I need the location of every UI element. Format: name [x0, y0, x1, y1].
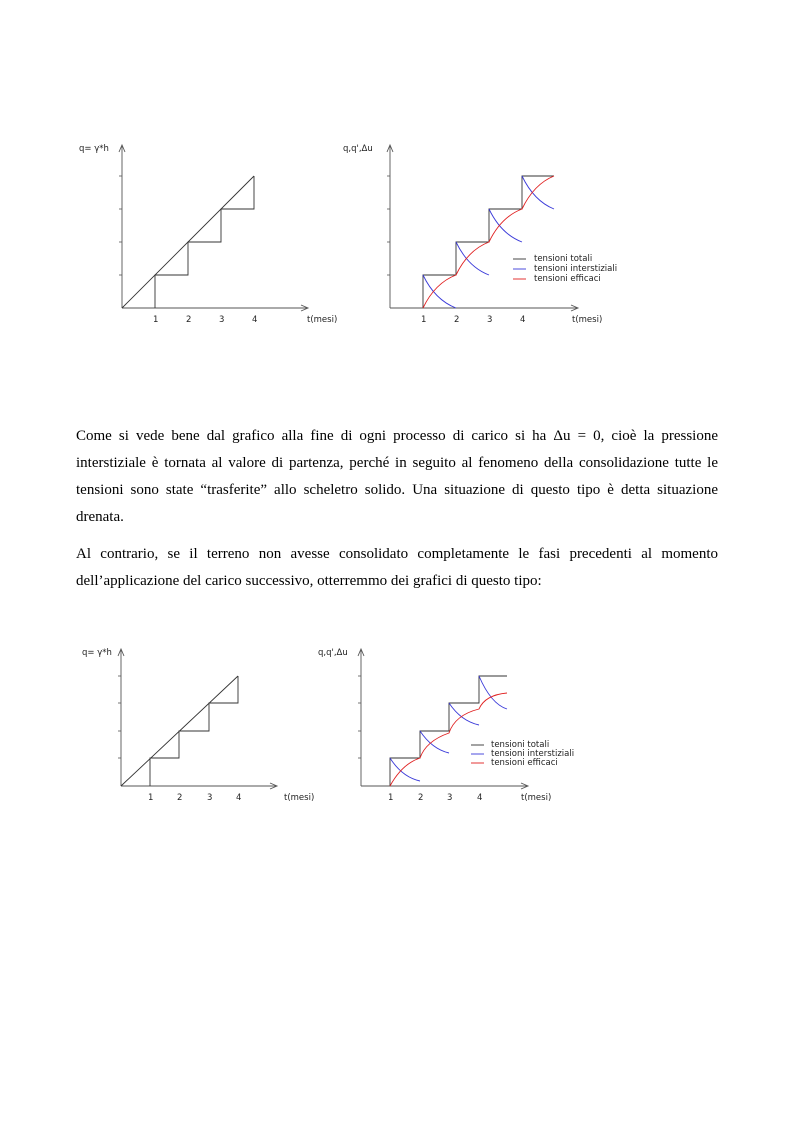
legend-pore: tensioni interstiziali	[491, 749, 575, 759]
x-tick-label: 3	[447, 793, 453, 803]
x-tick-label: 1	[421, 315, 427, 325]
x-tick-label: 4	[236, 793, 242, 803]
figure2-right-chart	[315, 645, 605, 810]
y-axis-label: q= γ*h	[82, 648, 112, 658]
x-tick-label: 3	[207, 793, 213, 803]
y-axis-label: q,q',Δu	[318, 648, 348, 658]
x-tick-label: 3	[219, 315, 225, 325]
x-axis-label: t(mesi)	[307, 315, 338, 325]
paragraph-undrained: Al contrario, se il terreno non avesse consolidato completamente le fasi precedenti al momento dell’applicazione del carico successivo, otterremmo dei grafici di questo tipo:	[76, 546, 718, 589]
x-tick-label: 4	[477, 793, 483, 803]
x-tick-label: 1	[148, 793, 154, 803]
effective-stress-curve	[423, 176, 554, 308]
x-axis-label: t(mesi)	[521, 793, 552, 803]
x-tick-label: 4	[520, 315, 526, 325]
x-tick-label: 2	[177, 793, 183, 803]
paragraph-drained: Come si vede bene dal grafico alla fine di ogni processo di carico si ha Δu = 0, cioè la pressione interstiziale è tornata al valore di partenza, perché in seguito al fenomeno della consolidazione tutte le tensioni sono state “trasferite” allo scheletro solido. Una situazione di questo tipo è detta situazione drenata.	[76, 428, 718, 525]
x-tick-label: 1	[388, 793, 394, 803]
x-tick-label: 1	[153, 315, 159, 325]
x-axis-label: t(mesi)	[284, 793, 315, 803]
step-load-line	[150, 676, 238, 786]
x-tick-label: 2	[418, 793, 424, 803]
figure2-left-chart	[78, 645, 328, 810]
x-tick-label: 2	[454, 315, 460, 325]
x-axis-label: t(mesi)	[572, 315, 603, 325]
legend-pore: tensioni interstiziali	[534, 264, 618, 274]
x-tick-label: 2	[186, 315, 192, 325]
legend	[513, 254, 617, 284]
y-axis-label: q= γ*h	[79, 144, 109, 154]
figure1-right-chart	[340, 140, 640, 335]
step-load-line	[155, 176, 254, 308]
legend-effective: tensioni efficaci	[491, 758, 558, 768]
figure1-left-chart	[75, 140, 355, 335]
x-tick-label: 3	[487, 315, 493, 325]
legend-effective: tensioni efficaci	[534, 274, 601, 284]
total-stress-line	[390, 676, 507, 786]
pore-pressure-curves	[390, 676, 507, 781]
legend	[471, 740, 574, 768]
x-tick-label: 4	[252, 315, 258, 325]
y-axis-label: q,q',Δu	[343, 144, 373, 154]
legend-total: tensioni totali	[534, 254, 593, 264]
legend-total: tensioni totali	[491, 740, 550, 750]
effective-stress-curve	[390, 693, 507, 786]
